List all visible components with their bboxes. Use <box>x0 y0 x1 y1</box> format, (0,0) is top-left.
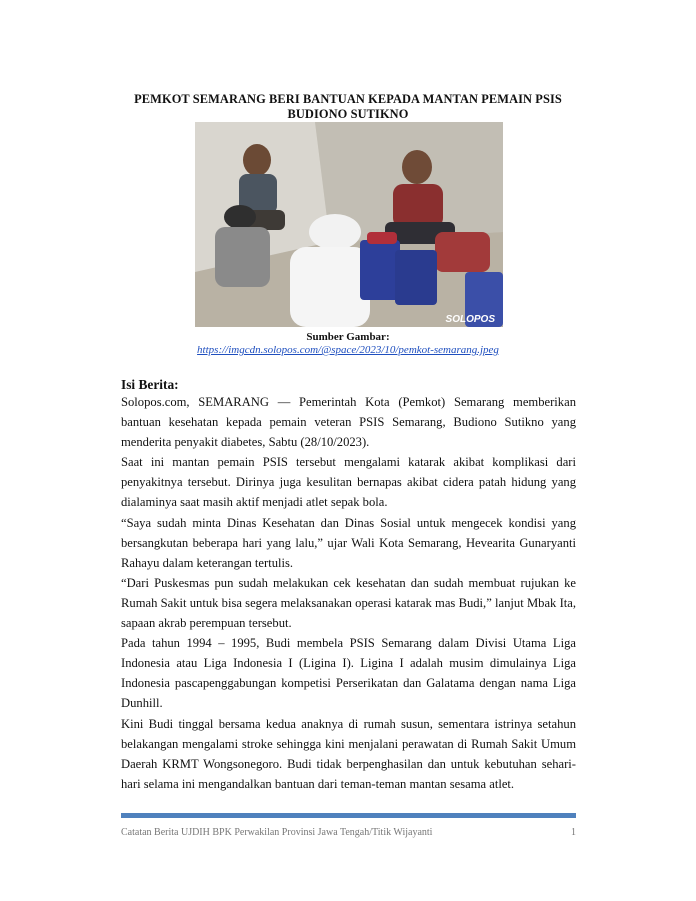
section-heading: Isi Berita: <box>121 377 179 392</box>
paragraph-2: Saat ini mantan pemain PSIS tersebut mengalami katarak akibat komplikasi dari penyakitnya tersebut. Dirinya juga kesulitan bernapas akibat cidera patah hidung yang dialaminya saat masih aktif menjadi atlet sepak bola. <box>121 455 576 510</box>
paragraph-1: Solopos.com, SEMARANG — Pemerintah Kota (Pemkot) Semarang memberikan bantuan kesehatan kepada pemain veteran PSIS Semarang, Budiono Sutikno yang menderita penyakit diabetes, Sabtu (28/10/2023). <box>121 395 576 450</box>
news-photo <box>195 122 503 327</box>
photo-watermark: SOLOPOS <box>445 314 495 325</box>
caption-label: Sumber Gambar: <box>306 331 390 343</box>
article-title-line-1: PEMKOT SEMARANG BERI BANTUAN KEPADA MANTAN PEMAIN PSIS <box>134 92 562 106</box>
paragraph-5: Pada tahun 1994 – 1995, Budi membela PSIS Semarang dalam Divisi Utama Liga Indonesia atau Liga Indonesia I (Ligina I). Ligina I adalah musim dimulainya Liga Indonesia pascapenggabungan kompetisi Perserikatan dan Galatama dengan nama Liga Dunhill. <box>121 636 576 711</box>
footer-rule <box>121 813 576 818</box>
paragraph-4: “Dari Puskesmas pun sudah melakukan cek kesehatan dan sudah membuat rujukan ke Rumah Sakit untuk bisa segera melaksanakan operasi katarak mas Budi,” lanjut Mbak Ita, sapaan akrab perempuan tersebut. <box>121 575 576 631</box>
image-caption <box>110 331 586 357</box>
page-number: 1 <box>571 827 576 838</box>
article-body <box>121 392 576 794</box>
article-title <box>110 92 586 122</box>
paragraph-6: Kini Budi tinggal bersama kedua anaknya di rumah susun, sementara istrinya setahun belakangan mengalami stroke sehingga kini menjalani perawatan di Rumah Sakit Umum Daerah KRMT Wongsonegoro. Budi tidak berpenghasilan dan untuk kebutuhan sehari-hari selama ini mengandalkan bantuan dari teman-teman mantan sesama atlet. <box>121 716 576 791</box>
paragraph-3: “Saya sudah minta Dinas Kesehatan dan Dinas Sosial untuk mengecek kondisi yang bersangkutan beberapa hari yang lalu,” ujar Wali Kota Semarang, Hevearita Gunaryanti Rahayu dalam keterangan tertulis. <box>121 515 576 570</box>
page-footer <box>121 827 576 838</box>
caption-source-link[interactable]: https://imgcdn.solopos.com/@space/2023/10/pemkot-semarang.jpeg <box>197 344 499 356</box>
article-title-line-2: BUDIONO SUTIKNO <box>287 107 409 121</box>
footer-text: Catatan Berita UJDIH BPK Perwakilan Provinsi Jawa Tengah/Titik Wijayanti <box>121 827 433 838</box>
news-photo-illustration <box>195 122 503 327</box>
